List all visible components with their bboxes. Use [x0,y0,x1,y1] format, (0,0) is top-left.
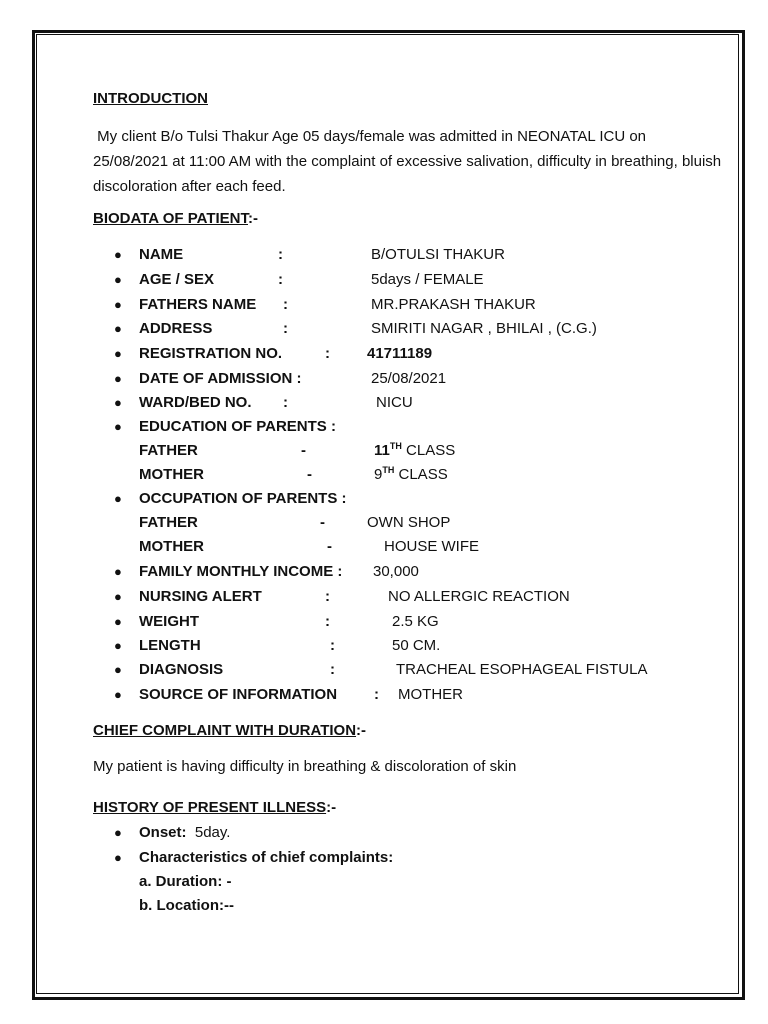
label-diagnosis: DIAGNOSIS [139,661,224,678]
bullet-icon: ● [114,371,122,386]
value-edu-father [374,442,455,460]
sep-ward-bed: : [283,394,288,411]
onset-value: 5day. [194,824,231,841]
value-edu-mother [374,466,448,484]
location-label: b. Location:-- [139,897,234,914]
value-age-sex: 5days / FEMALE [371,271,484,288]
value-length: 50 CM. [392,637,441,654]
sep-occ-mother: - [327,538,332,555]
label-edu-father: FATHER [139,442,198,459]
label-name: NAME [139,246,184,263]
label-occ-mother: MOTHER [139,538,204,555]
chief-heading-suffix: :- [356,722,367,739]
value-income: 30,000 [373,563,419,580]
label-income: FAMILY MONTHLY INCOME : [139,563,343,580]
bullet-icon: ● [114,638,122,653]
chief-heading-text: CHIEF COMPLAINT WITH DURATION [93,722,357,739]
sep-source: : [374,686,379,703]
bullet-icon: ● [114,395,122,410]
duration-label: a. Duration: - [139,873,232,890]
edu-mother-rest: CLASS [394,466,448,483]
bullet-icon: ● [114,491,122,506]
sep-weight: : [325,613,330,630]
edu-father-number: 11 [374,442,390,459]
history-heading-suffix: :- [326,799,337,816]
label-source: SOURCE OF INFORMATION [139,686,338,703]
label-edu-mother: MOTHER [139,466,204,483]
value-registration: 41711189 [367,345,433,362]
chief-text: My patient is having difficulty in breathing & discoloration of skin [93,758,517,775]
biodata-heading [93,210,258,228]
bullet-icon: ● [114,850,122,865]
label-nursing-alert: NURSING ALERT [139,588,262,605]
sep-registration: : [325,345,330,362]
bullet-icon: ● [114,589,122,604]
intro-paragraph [93,124,723,199]
bullet-icon: ● [114,687,122,702]
label-address: ADDRESS [139,320,213,337]
onset-label: Onset: [139,824,187,841]
biodata-heading-suffix: :- [248,210,258,227]
bullet-icon: ● [114,614,122,629]
intro-heading: INTRODUCTION [93,90,208,107]
value-occ-father: OWN SHOP [367,514,451,531]
label-length: LENGTH [139,637,201,654]
sep-length: : [330,637,335,654]
sep-address: : [283,320,288,337]
sep-occ-father: - [320,514,325,531]
value-address: SMIRITI NAGAR , BHILAI , (C.G.) [371,320,597,337]
value-nursing-alert: NO ALLERGIC REACTION [388,588,570,605]
sep-edu-father: - [301,442,306,459]
bullet-icon: ● [114,321,122,336]
value-name: B/OTULSI THAKUR [371,246,505,263]
value-weight: 2.5 KG [392,613,439,630]
bullet-icon: ● [114,346,122,361]
biodata-heading-text: BIODATA OF PATIENT [93,210,248,227]
sep-diagnosis: : [330,661,335,678]
sep-edu-mother: - [307,466,312,483]
label-weight: WEIGHT [139,613,199,630]
label-registration: REGISTRATION NO. [139,345,283,362]
sep-fathers-name: : [283,296,288,313]
chief-heading [93,722,366,740]
edu-father-sup: TH [389,441,402,451]
intro-paragraph-text: My client B/o Tulsi Thakur Age 05 days/female was admitted in NEONATAL ICU on 25/08/2021 at 11:00 AM with the complaint of excessive salivation, difficulty in breathing, bluish discoloration after each feed. [93,128,722,195]
value-diagnosis: TRACHEAL ESOPHAGEAL FISTULA [396,661,648,678]
value-source: MOTHER [398,686,463,703]
sep-name: : [278,246,283,263]
sep-nursing-alert: : [325,588,330,605]
edu-father-rest: CLASS [401,442,456,459]
bullet-icon: ● [114,247,122,262]
value-date-admission: 25/08/2021 [371,370,447,387]
bullet-icon: ● [114,825,122,840]
label-education: EDUCATION OF PARENTS : [139,418,336,435]
sep-age-sex: : [278,271,283,288]
label-date-admission: DATE OF ADMISSION : [139,370,302,387]
bullet-icon: ● [114,297,122,312]
onset-line [139,824,230,842]
bullet-icon: ● [114,419,122,434]
label-occ-father: FATHER [139,514,198,531]
value-ward-bed: NICU [376,394,413,411]
value-occ-mother: HOUSE WIFE [384,538,480,555]
bullet-icon: ● [114,564,122,579]
label-ward-bed: WARD/BED NO. [139,394,252,411]
bullet-icon: ● [114,272,122,287]
value-fathers-name: MR.PRAKASH THAKUR [371,296,536,313]
bullet-icon: ● [114,662,122,677]
label-age-sex: AGE / SEX [139,271,215,288]
label-occupation: OCCUPATION OF PARENTS : [139,490,347,507]
edu-mother-number: 9 [374,466,383,483]
characteristics-label: Characteristics of chief complaints: [139,849,394,866]
history-heading [93,799,336,817]
edu-mother-sup: TH [382,465,395,475]
history-heading-text: HISTORY OF PRESENT ILLNESS [93,799,327,816]
label-fathers-name: FATHERS NAME [139,296,257,313]
